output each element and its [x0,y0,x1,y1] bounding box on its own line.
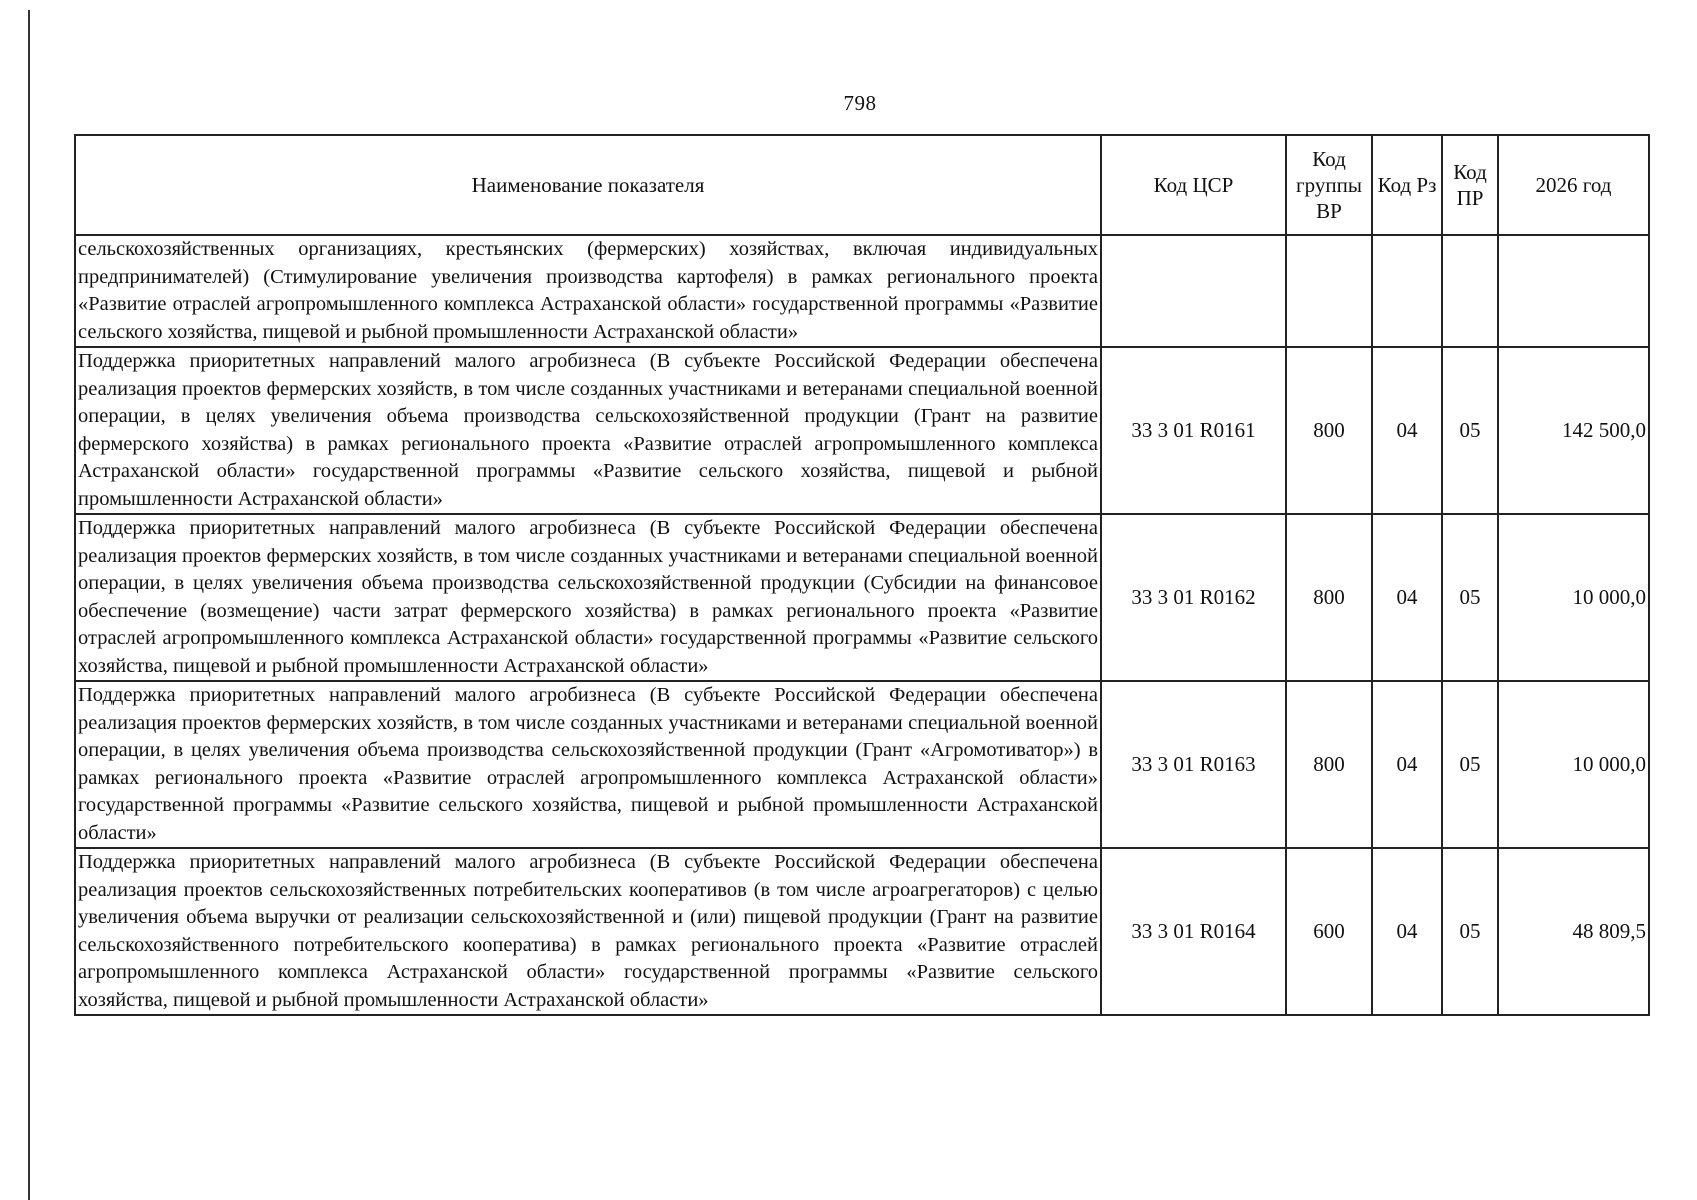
row-csr-code [1101,235,1286,347]
row-csr-code: 33 3 01 R0164 [1101,848,1286,1015]
row-vr-code: 800 [1286,681,1372,848]
row-vr-code: 800 [1286,514,1372,681]
table-row [75,848,1649,1015]
row-csr-code: 33 3 01 R0162 [1101,514,1286,681]
row-vr-code: 600 [1286,848,1372,1015]
budget-table [74,134,1650,1016]
row-csr-code: 33 3 01 R0161 [1101,347,1286,514]
row-csr-code: 33 3 01 R0163 [1101,681,1286,848]
row-amount: 10 000,0 [1498,514,1649,681]
header-vr-code: Код группы ВР [1286,135,1372,235]
row-rz-code: 04 [1372,681,1442,848]
row-name: Поддержка приоритетных направлений малого агробизнеса (В субъекте Российской Федерации обеспечена реализация проектов фермерских хозяйств, в том числе созданных участниками и ветеранами специальной военной операции, в целях увеличения объема производства сельскохозяйственной продукции (Грант «Агромотиватор») в рамках регионального проекта «Развитие отраслей агропромышленного комплекса Астраханской области» государственной программы «Развитие сельского хозяйства, пищевой и рыбной промышленности Астраханской области» [75,681,1101,848]
header-csr-code: Код ЦСР [1101,135,1286,235]
header-year: 2026 год [1498,135,1649,235]
row-name: Поддержка приоритетных направлений малого агробизнеса (В субъекте Российской Федерации обеспечена реализация проектов сельскохозяйственных потребительских кооперативов (в том числе агроагрегаторов) с целью увеличения объема выручки от реализации сельскохозяйственной и (или) пищевой продукции (Грант на развитие сельскохозяйственного потребительского кооператива) в рамках регионального проекта «Развитие отраслей агропромышленного комплекса Астраханской области» государственной программы «Развитие сельского хозяйства, пищевой и рыбной промышленности Астраханской области» [75,848,1101,1015]
row-amount [1498,235,1649,347]
header-name: Наименование показателя [75,135,1101,235]
page-margin-line [28,10,30,1200]
table-row [75,681,1649,848]
header-rz-code: Код Рз [1372,135,1442,235]
table-header-row [75,135,1649,235]
row-pr-code [1442,235,1498,347]
row-rz-code: 04 [1372,514,1442,681]
row-rz-code: 04 [1372,347,1442,514]
table-row [75,514,1649,681]
row-amount: 142 500,0 [1498,347,1649,514]
row-pr-code: 05 [1442,347,1498,514]
row-rz-code: 04 [1372,848,1442,1015]
row-pr-code: 05 [1442,681,1498,848]
row-name: Поддержка приоритетных направлений малого агробизнеса (В субъекте Российской Федерации обеспечена реализация проектов фермерских хозяйств, в том числе созданных участниками и ветеранами специальной военной операции, в целях увеличения объема производства сельскохозяйственной продукции (Грант на развитие фермерского хозяйства) в рамках регионального проекта «Развитие отраслей агропромышленного комплекса Астраханской области» государственной программы «Развитие сельского хозяйства, пищевой и рыбной промышленности Астраханской области» [75,347,1101,514]
row-amount: 10 000,0 [1498,681,1649,848]
row-pr-code: 05 [1442,514,1498,681]
header-pr-code: Код ПР [1442,135,1498,235]
row-rz-code [1372,235,1442,347]
row-name: сельскохозяйственных организациях, крестьянских (фермерских) хозяйствах, включая индивидуальных предпринимателей) (Стимулирование увеличения производства картофеля) в рамках регионального проекта «Развитие отраслей агропромышленного комплекса Астраханской области» государственной программы «Развитие сельского хозяйства, пищевой и рыбной промышленности Астраханской области» [75,235,1101,347]
row-name: Поддержка приоритетных направлений малого агробизнеса (В субъекте Российской Федерации обеспечена реализация проектов фермерских хозяйств, в том числе созданных участниками и ветеранами специальной военной операции, в целях увеличения объема производства сельскохозяйственной продукции (Субсидии на финансовое обеспечение (возмещение) части затрат фермерского хозяйства) в рамках регионального проекта «Развитие отраслей агропромышленного комплекса Астраханской области» государственной программы «Развитие сельского хозяйства, пищевой и рыбной промышленности Астраханской области» [75,514,1101,681]
row-vr-code [1286,235,1372,347]
row-amount: 48 809,5 [1498,848,1649,1015]
table-row [75,347,1649,514]
row-vr-code: 800 [1286,347,1372,514]
table-row [75,235,1649,347]
page-number: 798 [843,91,877,115]
row-pr-code: 05 [1442,848,1498,1015]
